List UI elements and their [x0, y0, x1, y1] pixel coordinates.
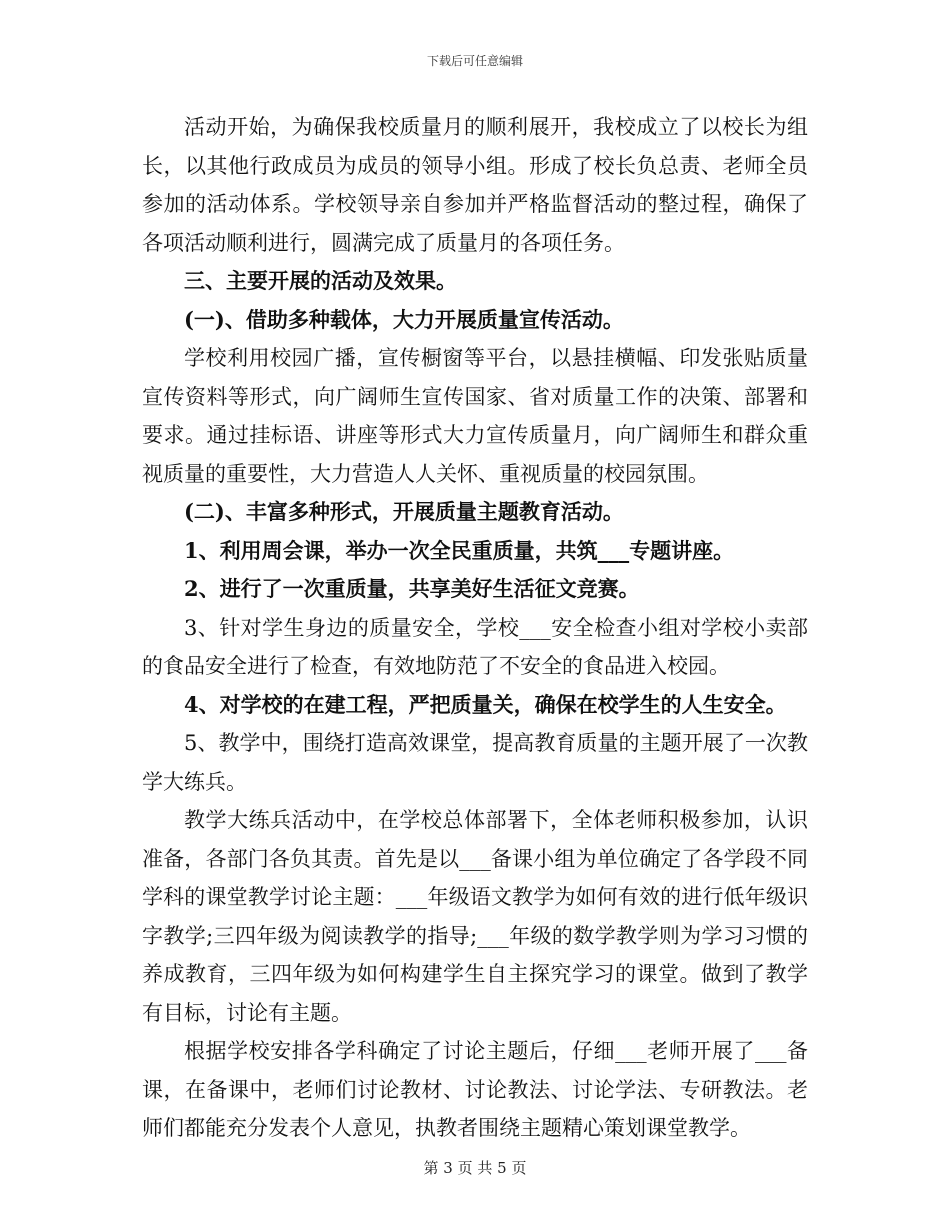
paragraph-4: 根据学校安排各学科确定了讨论主题后，仔细___老师开展了___备课，在备课中，老师们讨论教材、讨论教法、讨论学法、专研教法。老师们都能充分发表个人意见，执教者围绕主题精心策划课堂教学。 [142, 1039, 808, 1140]
heading-subsection-1: (一)、借助多种载体，大力开展质量宣传活动。 [184, 306, 624, 332]
paragraph-3: 教学大练兵活动中，在学校总体部署下，全体老师积极参加，认识准备，各部门各负其责。首先是以___备课小组为单位确定了各学段不同学科的课堂教学讨论主题：___年级语文教学为如何有效的进行低年级识字教学;三四年级为阅读教学的指导;___年级的数学教学则为学习习惯的养成教育，三四年级为如何构建学生自主探究学习的课堂。做到了教学有目标，讨论有主题。 [142, 808, 808, 1025]
heading-section-3: 三、主要开展的活动及效果。 [184, 268, 457, 293]
paragraph-1: 活动开始，为确保我校质量月的顺利展开，我校成立了以校长为组长，以其他行政成员为成员的领导小组。形成了校长负总责、老师全员参加的活动体系。学校领导亲自参加并严格监督活动的整过程，确保了各项活动顺利进行，圆满完成了质量月的各项任务。 [142, 115, 808, 255]
list-item-3: 3、针对学生身边的质量安全，学校___安全检查小组对学校小卖部的食品安全进行了检查，有效地防范了不安全的食品进入校园。 [142, 615, 808, 678]
list-item-2: 2、进行了一次重质量，共享美好生活征文竞赛。 [184, 576, 640, 601]
document-body [142, 108, 808, 1148]
paragraph-2: 学校利用校园广播，宣传橱窗等平台，以悬挂横幅、印发张贴质量宣传资料等形式，向广阔师生宣传国家、省对质量工作的决策、部署和要求。通过挂标语、讲座等形式大力宣传质量月，向广阔师生和群众重视质量的重要性，大力营造人人关怀、重视质量的校园氛围。 [142, 346, 808, 486]
list-item-4: 4、对学校的在建工程，严把质量关，确保在校学生的人生安全。 [184, 691, 787, 717]
page-header: 下载后可任意编辑 [426, 54, 523, 68]
heading-subsection-2: (二)、丰富多种形式，开展质量主题教育活动。 [184, 499, 624, 524]
list-item-5: 5、教学中，围绕打造高效课堂，提高教育质量的主题开展了一次教学大练兵。 [142, 731, 808, 794]
list-item-1: 1、利用周会课，举办一次全民重质量，共筑___专题讲座。 [184, 537, 735, 563]
page-number-footer: 第 3 页 共 5 页 [423, 1159, 527, 1177]
